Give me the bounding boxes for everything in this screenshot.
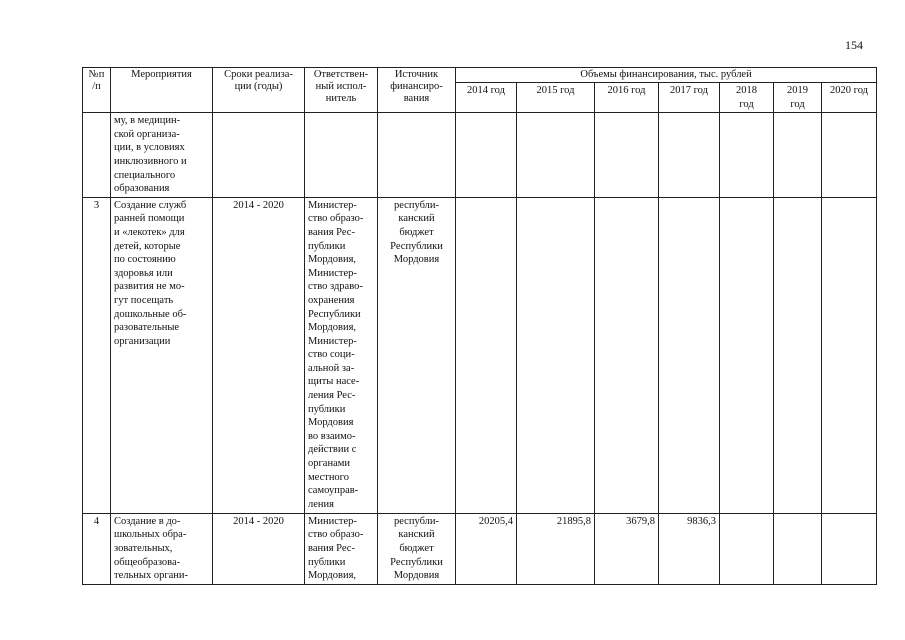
row-value xyxy=(595,113,659,198)
row-period xyxy=(213,113,305,198)
row-value xyxy=(456,197,517,513)
row-value xyxy=(774,113,822,198)
row-executor: Министер- ство образо- вания Рес- публики Мордовия, Министер- ство здраво- охранения Республики Мордовия, Министер- ство соци- альной за- щиты насе- ления Рес- публики Мордовия во взаимо- действии с органами местного самоуправ- ления xyxy=(305,197,378,513)
row-value xyxy=(720,113,774,198)
row-value xyxy=(517,113,595,198)
header-executor: Ответствен- ный испол- нитель xyxy=(305,68,378,113)
header-year: 2017 год xyxy=(659,83,720,113)
funding-table xyxy=(82,67,877,585)
row-value: 9836,3 xyxy=(659,513,720,584)
row-num: 3 xyxy=(83,197,111,513)
header-year: 2018 год xyxy=(720,83,774,113)
header-year: 2015 год xyxy=(517,83,595,113)
header-year: 2016 год xyxy=(595,83,659,113)
row-activity: Создание служб ранней помощи и «лекотек» для детей, которые по состоянию здоровья или развития не мо- гут посещать дошкольные об- разовательные организации xyxy=(111,197,213,513)
row-activity: Создание в до- школьных обра- зовательных, общеобразова- тельных органи- xyxy=(111,513,213,584)
header-source: Источник финансиро- вания xyxy=(378,68,456,113)
row-executor: Министер- ство образо- вания Рес- публики Мордовия, xyxy=(305,513,378,584)
table-row xyxy=(83,197,877,513)
row-value xyxy=(720,197,774,513)
row-value xyxy=(774,197,822,513)
header-funding: Объемы финансирования, тыс. рублей xyxy=(456,68,877,83)
row-value xyxy=(659,197,720,513)
row-value xyxy=(822,513,877,584)
header-year: 2014 год xyxy=(456,83,517,113)
row-value xyxy=(456,113,517,198)
row-value xyxy=(774,513,822,584)
row-value xyxy=(595,197,659,513)
row-period: 2014 - 2020 xyxy=(213,197,305,513)
header-activity: Мероприятия xyxy=(111,68,213,113)
row-activity: му, в медицин- ской организа- ции, в условиях инклюзивного и специального образования xyxy=(111,113,213,198)
row-value xyxy=(720,513,774,584)
header-year: 2020 год xyxy=(822,83,877,113)
row-value xyxy=(822,113,877,198)
row-executor xyxy=(305,113,378,198)
row-source: республи- канский бюджет Республики Мордовия xyxy=(378,197,456,513)
row-num xyxy=(83,113,111,198)
table-row xyxy=(83,513,877,584)
row-value: 20205,4 xyxy=(456,513,517,584)
row-value xyxy=(659,113,720,198)
page-number: 154 xyxy=(845,38,863,52)
header-period: Сроки реализа- ции (годы) xyxy=(213,68,305,113)
header-num: №п /п xyxy=(83,68,111,113)
row-period: 2014 - 2020 xyxy=(213,513,305,584)
row-value: 3679,8 xyxy=(595,513,659,584)
row-value xyxy=(517,197,595,513)
row-num: 4 xyxy=(83,513,111,584)
header-year: 2019 год xyxy=(774,83,822,113)
table-row xyxy=(83,113,877,198)
row-source: республи- канский бюджет Республики Мордовия xyxy=(378,513,456,584)
row-value xyxy=(822,197,877,513)
row-source xyxy=(378,113,456,198)
row-value: 21895,8 xyxy=(517,513,595,584)
